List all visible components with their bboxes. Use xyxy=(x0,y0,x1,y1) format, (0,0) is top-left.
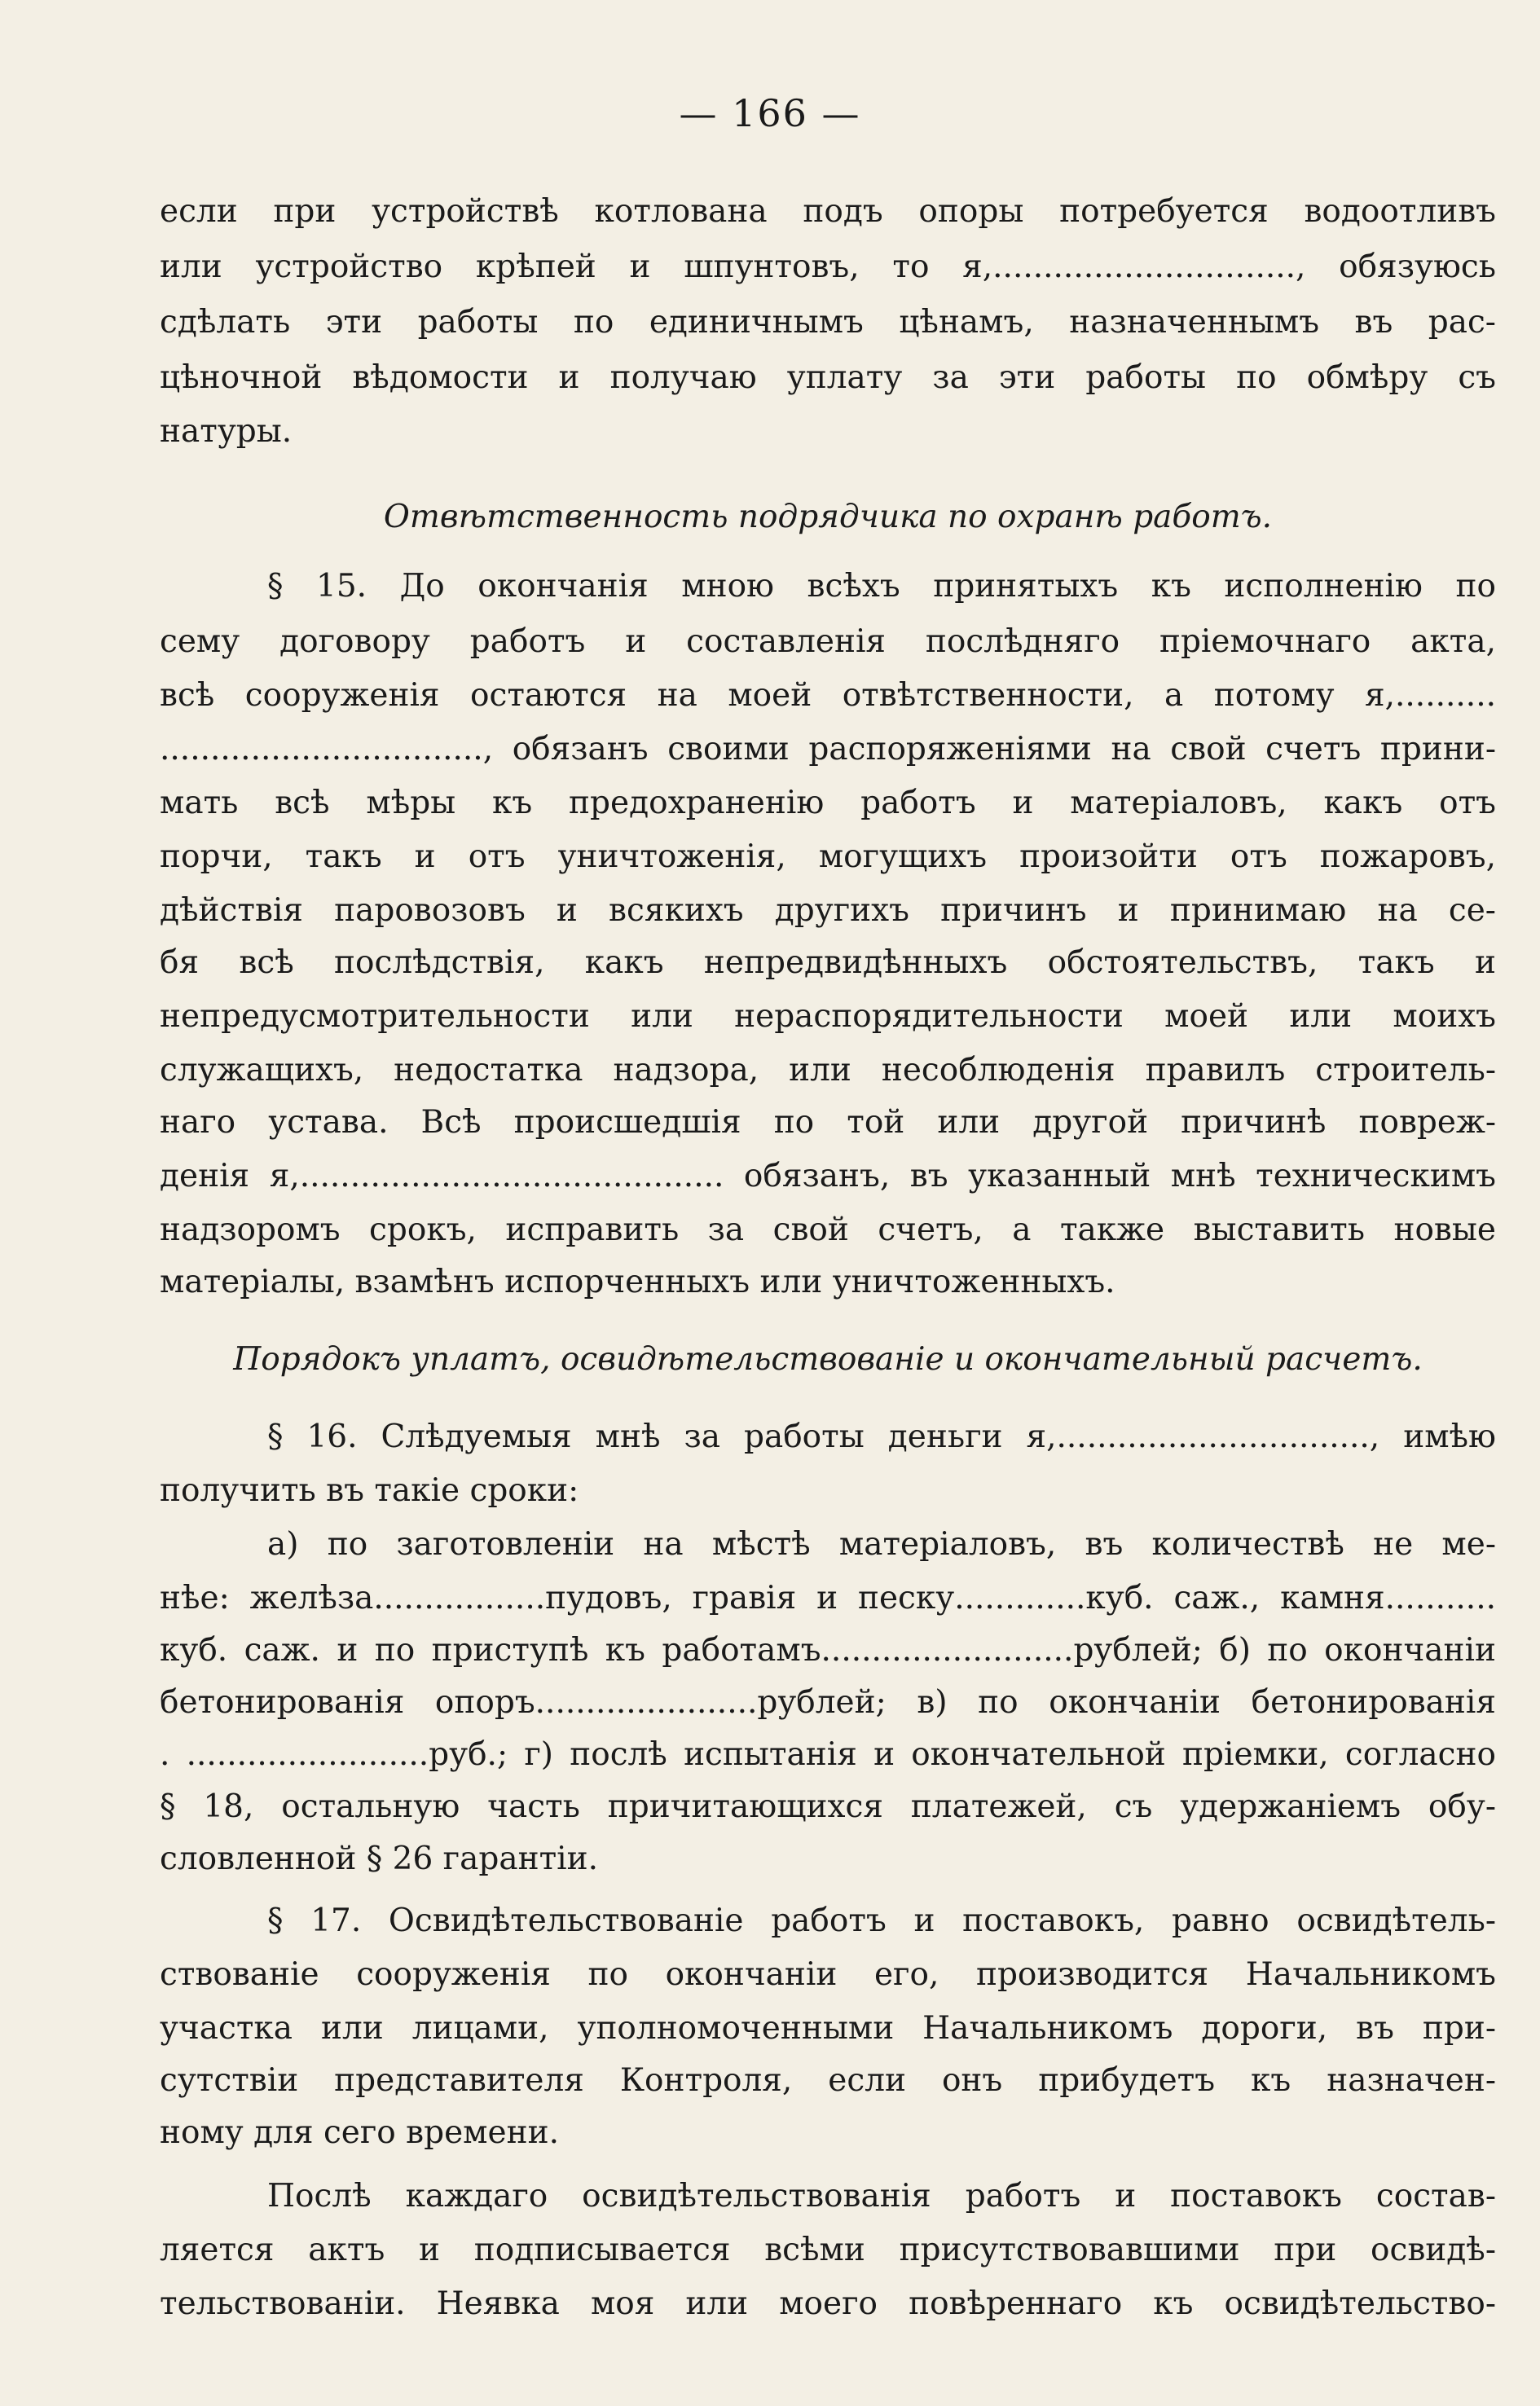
text-line: служащихъ, недостатка надзора, или несоблюденія правилъ строитель- xyxy=(160,1052,1496,1089)
text-line: сдѣлать эти работы по единичнымъ цѣнамъ, назначеннымъ въ рас- xyxy=(160,304,1496,341)
text-line: сему договору работъ и составленія послѣдняго пріемочнаго акта, xyxy=(160,623,1496,660)
text-line: натуры. xyxy=(160,413,293,450)
text-line: наго устава. Всѣ происшедшія по той или другой причинѣ повреж- xyxy=(160,1104,1496,1141)
text-line: дѣйствія паровозовъ и всякихъ другихъ причинъ и принимаю на се- xyxy=(160,892,1496,929)
text-line: надзоромъ срокъ, исправить за свой счетъ, а также выставить новые xyxy=(160,1212,1496,1248)
text-line: § 18, остальную часть причитающихся платежей, съ удержаніемъ обу- xyxy=(160,1788,1496,1825)
text-line: денія я,.......................................... обязанъ, въ указанный мнѣ техническимъ xyxy=(160,1158,1496,1194)
text-line: непредусмотрительности или нераспорядительности моей или моихъ xyxy=(160,998,1496,1035)
page-number: — 166 — xyxy=(679,91,861,135)
text-line: бя всѣ послѣдствія, какъ непредвидѣнныхъ обстоятельствъ, такъ и xyxy=(160,944,1496,981)
text-line: если при устройствѣ котлована подъ опоры потребуется водоотливъ xyxy=(160,193,1496,230)
text-line: бетонированія опоръ......................рублей; в) по окончаніи бетонированія xyxy=(160,1684,1496,1721)
text-line: получить въ такіе сроки: xyxy=(160,1472,579,1509)
text-line: § 16. Слѣдуемыя мнѣ за работы деньги я,..............................., имѣю xyxy=(267,1419,1496,1455)
text-line: ному для сего времени. xyxy=(160,2114,559,2151)
text-line: нѣе: желѣза.................пудовъ, гравія и песку.............куб. саж., камня........... xyxy=(160,1580,1496,1616)
text-line: Послѣ каждаго освидѣтельствованія работъ и поставокъ состав- xyxy=(267,2178,1496,2215)
text-line: § 17. Освидѣтельствованіе работъ и поставокъ, равно освидѣтель- xyxy=(267,1902,1496,1939)
text-line: а) по заготовленіи на мѣстѣ матеріаловъ, въ количествѣ не ме- xyxy=(267,1526,1496,1563)
section-heading: Отвѣтственность подрядчика по охранѣ работъ. xyxy=(383,499,1273,535)
section-heading: Порядокъ уплатъ, освидѣтельствованіе и окончательный расчетъ. xyxy=(233,1341,1423,1378)
text-line: цѣночной вѣдомости и получаю уплату за эти работы по обмѣру съ xyxy=(160,359,1496,396)
text-line: словленной § 26 гарантіи. xyxy=(160,1841,599,1877)
text-line: тельствованіи. Неявка моя или моего повѣреннаго къ освидѣтельство- xyxy=(160,2285,1496,2322)
text-line: ствованіе сооруженія по окончаніи его, производится Начальникомъ xyxy=(160,1956,1496,1993)
text-line: § 15. До окончанія мною всѣхъ принятыхъ къ исполненію по xyxy=(267,568,1496,605)
text-line: сутствіи представителя Контроля, если онъ прибудетъ къ назначен- xyxy=(160,2062,1496,2099)
text-line: . ........................руб.; г) послѣ испытанія и окончательной пріемки, согласно xyxy=(160,1736,1496,1773)
text-line: ляется актъ и подписывается всѣми присутствовавшими при освидѣ- xyxy=(160,2232,1496,2268)
text-line: порчи, такъ и отъ уничтоженія, могущихъ произойти отъ пожаровъ, xyxy=(160,838,1496,875)
text-line: мать всѣ мѣры къ предохраненію работъ и матеріаловъ, какъ отъ xyxy=(160,785,1496,821)
text-line: ................................, обязанъ своими распоряженіями на свой счетъ прини- xyxy=(160,731,1496,768)
text-line: или устройство крѣпей и шпунтовъ, то я,.............................., обязуюсь xyxy=(160,249,1496,285)
text-line: матеріалы, взамѣнъ испорченныхъ или уничтоженныхъ. xyxy=(160,1264,1115,1300)
text-line: куб. саж. и по приступѣ къ работамъ.........................рублей; б) по окончаніи xyxy=(160,1632,1496,1669)
text-line: всѣ сооруженія остаются на моей отвѣтственности, а потому я,.......... xyxy=(160,677,1496,714)
text-line: участка или лицами, уполномоченными Начальникомъ дороги, въ при- xyxy=(160,2010,1496,2047)
